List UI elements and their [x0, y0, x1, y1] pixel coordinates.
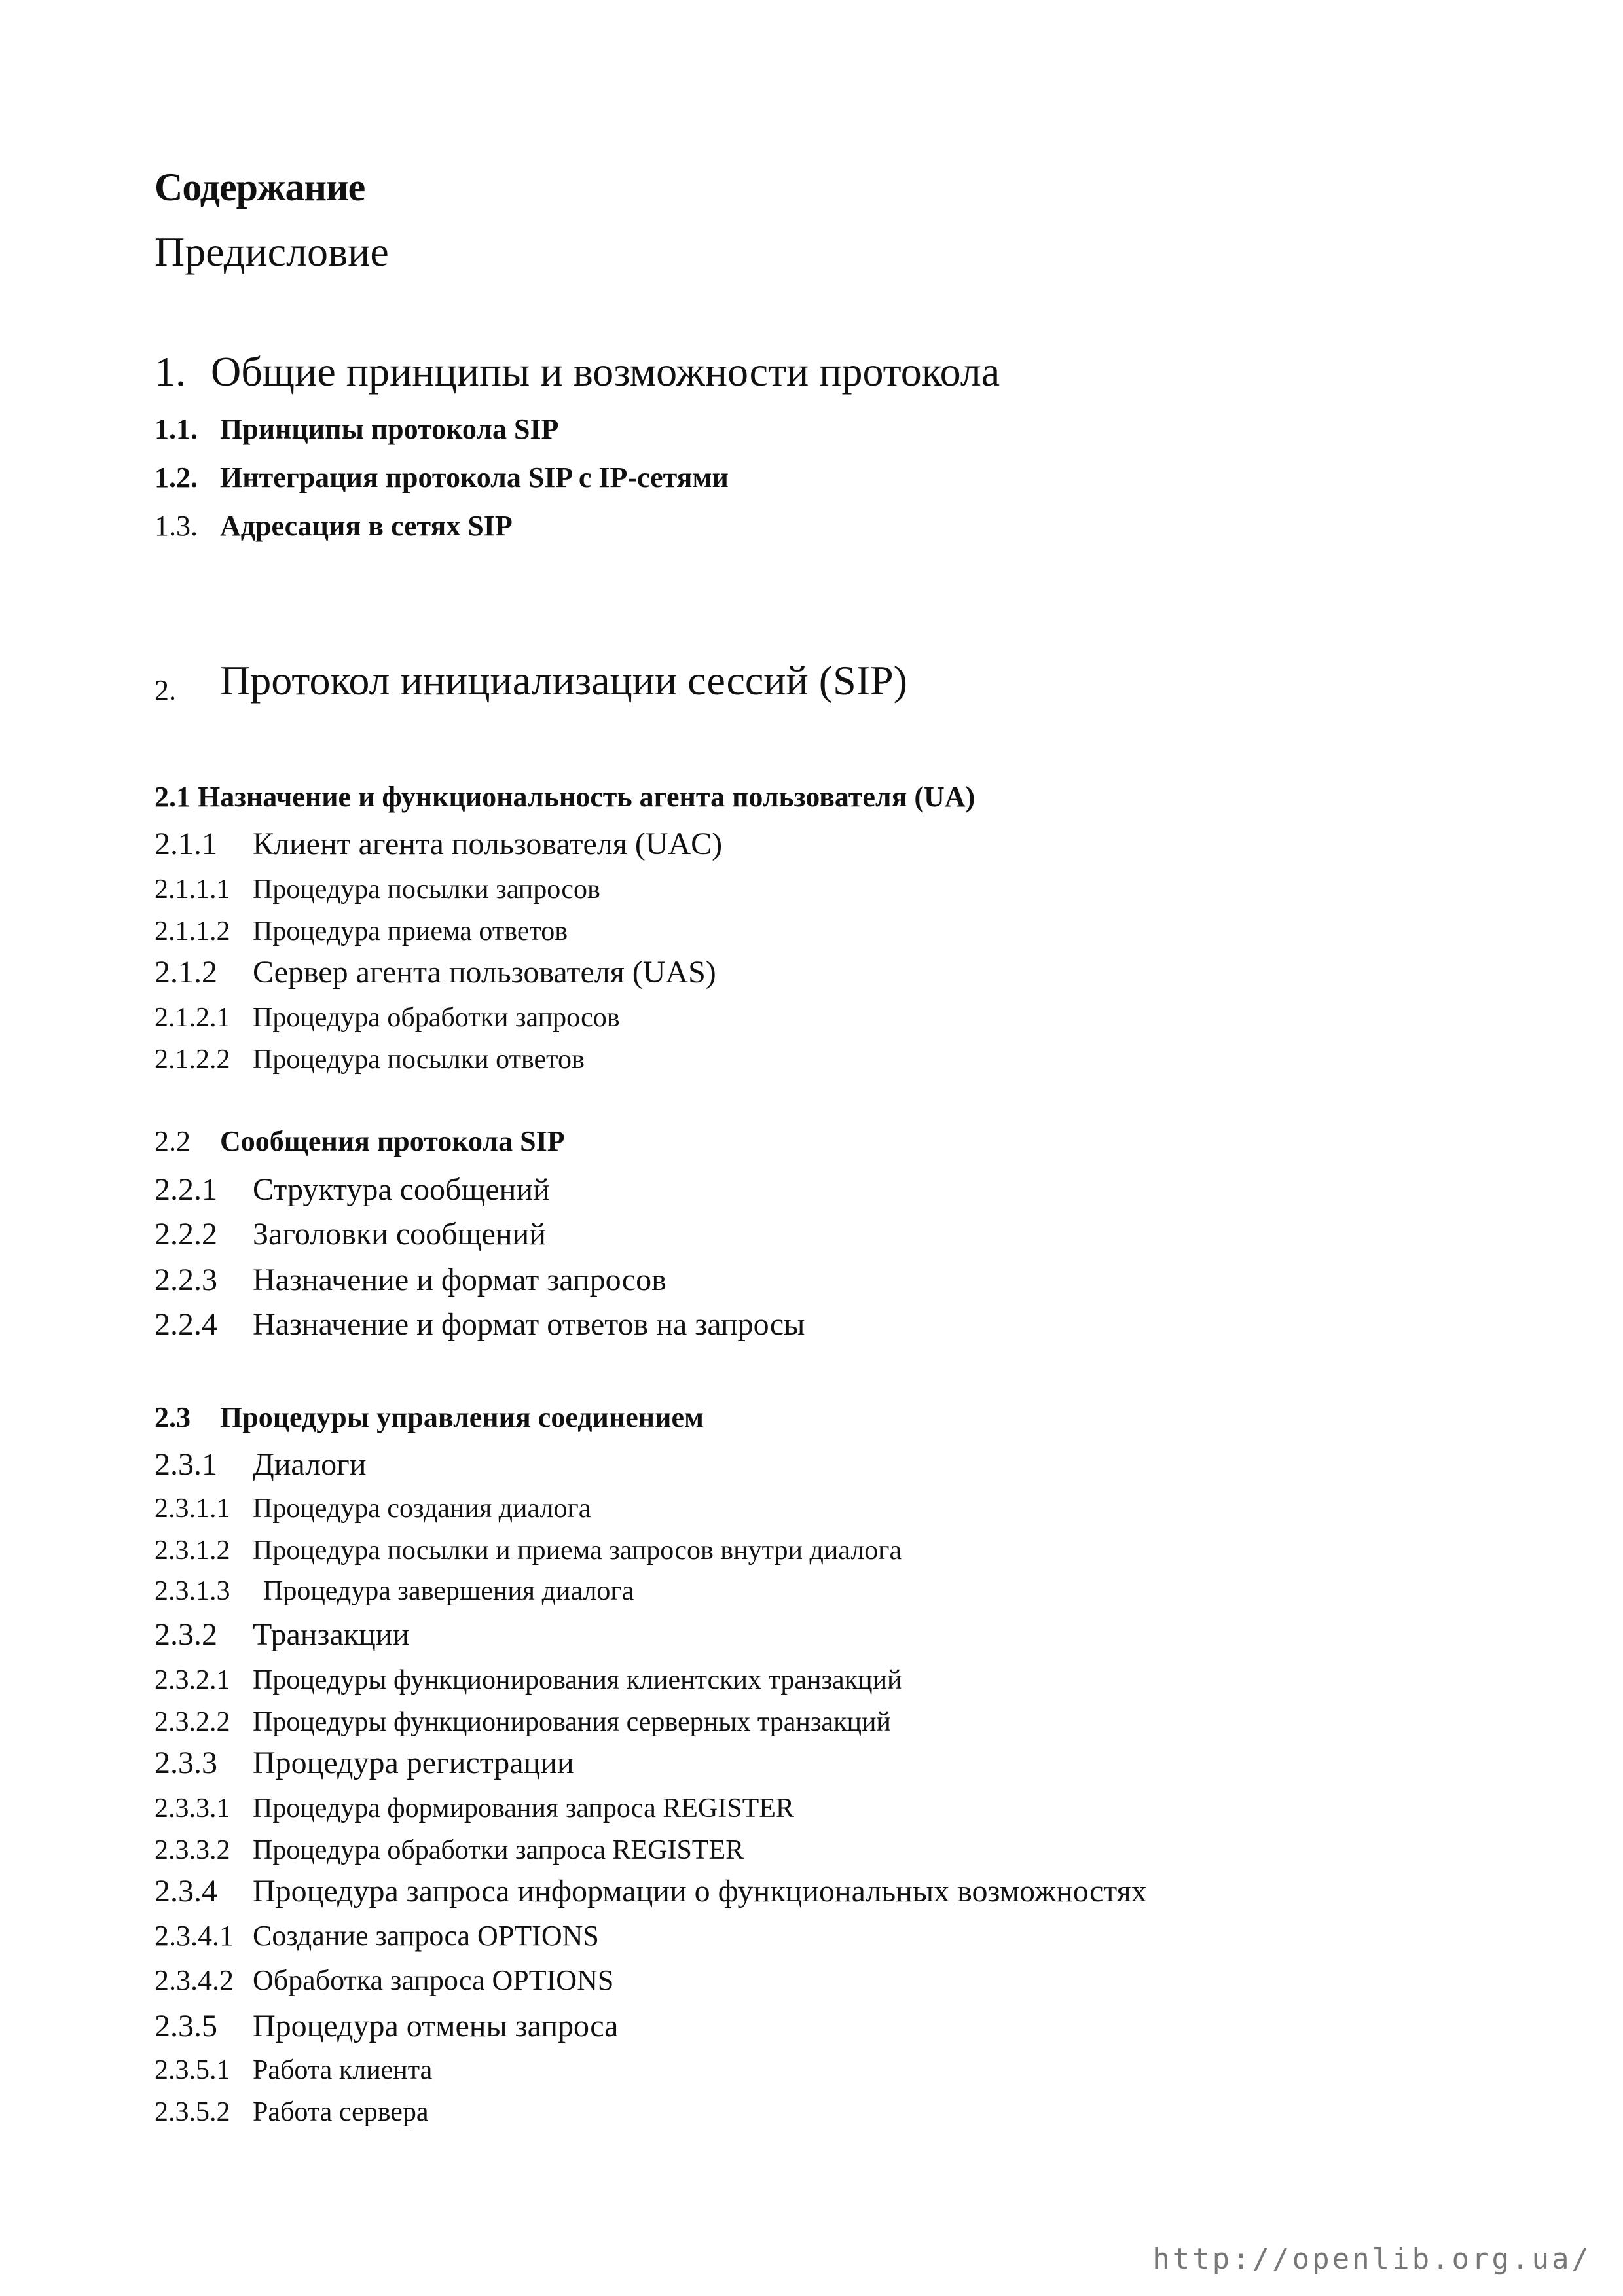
- toc-number: 1.3.: [155, 510, 198, 542]
- toc-title-text: Протокол инициализации сессий (SIP): [220, 657, 907, 704]
- toc-item-1-1: [155, 415, 558, 444]
- toc-item-1-3: [155, 512, 513, 541]
- toc-item-2-2-1: [155, 1174, 550, 1206]
- toc-number: 2.1.2.2: [155, 1045, 230, 1075]
- toc-number: 2.1.2: [155, 955, 217, 990]
- toc-number: 1.: [155, 348, 186, 395]
- toc-item-2-2-2: [155, 1219, 546, 1250]
- toc-title-text: Процедура создания диалога: [253, 1494, 591, 1524]
- toc-number: 2.1.1: [155, 827, 217, 861]
- toc-title-text: Работа клиента: [253, 2055, 433, 2085]
- toc-number: 2.2.1: [155, 1172, 217, 1207]
- toc-title-text: Создание запроса OPTIONS: [253, 1920, 599, 1952]
- toc-item-2-3-4: [155, 1876, 1147, 1907]
- toc-number: 2.3.4.2: [155, 1964, 234, 1996]
- toc-preface: Предисловие: [155, 228, 389, 275]
- toc-section-2-1: [155, 783, 975, 812]
- toc-item-2-1-1-1: [155, 876, 600, 903]
- toc-number: 2.3.4: [155, 1874, 217, 1909]
- toc-number: 2.3.3: [155, 1746, 217, 1780]
- toc-number: 2.3.3.1: [155, 1793, 230, 1823]
- toc-title-text: Процедура регистрации: [253, 1746, 574, 1780]
- toc-item-2-1-1-2: [155, 918, 568, 945]
- toc-number: 2.3.3.2: [155, 1835, 230, 1865]
- toc-title-text: Заголовки сообщений: [253, 1217, 546, 1251]
- toc-number: 2.3.5.2: [155, 2097, 230, 2127]
- toc-item-2-2-4: [155, 1309, 805, 1340]
- toc-number: 2.3.5: [155, 2009, 217, 2043]
- toc-item-1-2: [155, 463, 729, 492]
- toc-number: 2.3.2: [155, 1617, 217, 1652]
- toc-item-2-1-2-2: [155, 1046, 585, 1073]
- toc-title-text: Процедура запроса информации о функциональных возможностях: [253, 1874, 1147, 1909]
- toc-item-2-3-3: [155, 1748, 574, 1779]
- toc-number: 2.3: [155, 1401, 191, 1433]
- toc-title-text: Общие принципы и возможности протокола: [211, 348, 1000, 395]
- toc-item-2-1-2: [155, 957, 716, 988]
- toc-number: 1.1.: [155, 413, 198, 445]
- toc-item-2-3-4-1: [155, 1922, 599, 1950]
- toc-number: 1.2.: [155, 461, 198, 493]
- toc-section-2-3: [155, 1403, 704, 1432]
- toc-heading: Содержание: [155, 166, 365, 209]
- toc-title-text: Процедура посылки ответов: [253, 1045, 585, 1075]
- toc-title-text: Процедура посылки запросов: [253, 874, 600, 905]
- toc-title-text: Процедуры функционирования серверных транзакций: [253, 1707, 891, 1737]
- toc-item-2-1-2-1: [155, 1004, 620, 1031]
- toc-title-text: Обработка запроса OPTIONS: [253, 1964, 614, 1996]
- toc-item-2-1-1: [155, 829, 722, 860]
- toc-title-text: Процедура отмены запроса: [253, 2009, 619, 2043]
- toc-title-text: Клиент агента пользователя (UAC): [253, 827, 723, 861]
- toc-number: 2.2: [155, 1125, 191, 1157]
- toc-title-text: Принципы протокола SIP: [220, 413, 559, 445]
- toc-item-2-3-2-2: [155, 1708, 891, 1736]
- toc-title-text: Процедура посылки и приема запросов внутри диалога: [253, 1535, 902, 1566]
- toc-title-text: Процедура формирования запроса REGISTER: [253, 1793, 794, 1823]
- toc-title-text: Адресация в сетях SIP: [220, 510, 513, 542]
- toc-title-text: Процедура обработки запроса REGISTER: [253, 1835, 744, 1865]
- toc-item-2-3-3-1: [155, 1795, 794, 1822]
- toc-number: 2.: [155, 674, 176, 706]
- toc-number: 2.3.4.1: [155, 1920, 234, 1952]
- toc-chapter-2: [155, 657, 907, 706]
- toc-number: 2.3.2.1: [155, 1665, 230, 1695]
- toc-title-text: Назначение и формат запросов: [253, 1263, 666, 1297]
- toc-section-2-2: [155, 1127, 565, 1156]
- toc-number: 2.3.2.2: [155, 1707, 230, 1737]
- toc-item-2-3-2-1: [155, 1666, 902, 1694]
- toc-number: 2.3.1: [155, 1447, 217, 1482]
- toc-title-text: Процедуры функционирования клиентских транзакций: [253, 1665, 902, 1695]
- toc-item-2-3-4-2: [155, 1966, 613, 1995]
- toc-number: 2.2.3: [155, 1263, 217, 1297]
- toc-number: 2.3.1.3: [155, 1576, 230, 1606]
- toc-title-text: Назначение и формат ответов на запросы: [253, 1307, 805, 1342]
- toc-number: 2.1.1.1: [155, 874, 230, 905]
- toc-number: 2.3.1.2: [155, 1535, 230, 1566]
- toc-number: 2.2.4: [155, 1307, 217, 1342]
- toc-title-text: Структура сообщений: [253, 1172, 550, 1207]
- toc-item-2-3-5: [155, 2011, 618, 2042]
- toc-item-2-3-1-1: [155, 1495, 591, 1522]
- toc-title-text: Процедура обработки запросов: [253, 1003, 620, 1033]
- toc-item-2-3-3-2: [155, 1837, 744, 1864]
- toc-title-text: Процедура приема ответов: [253, 916, 568, 946]
- footer-url: http://openlib.org.ua/: [1152, 2242, 1592, 2276]
- toc-number: 2.1.2.1: [155, 1003, 230, 1033]
- toc-title-text: Диалоги: [253, 1447, 367, 1482]
- toc-item-2-3-1-2: [155, 1537, 902, 1564]
- toc-title-text: Сервер агента пользователя (UAS): [253, 955, 716, 990]
- toc-number: 2.3.5.1: [155, 2055, 230, 2085]
- toc-title-text: Транзакции: [253, 1617, 410, 1652]
- toc-item-2-3-1-3: [155, 1577, 634, 1605]
- toc-title-text: Сообщения протокола SIP: [220, 1125, 565, 1157]
- toc-title-text: Процедура завершения диалога: [263, 1576, 634, 1606]
- toc-title-text: 2.1 Назначение и функциональность агента пользователя (UA): [155, 781, 976, 813]
- toc-item-2-3-2: [155, 1619, 409, 1651]
- toc-item-2-3-5-2: [155, 2098, 429, 2126]
- toc-title-text: Интеграция протокола SIP с IP-сетями: [220, 461, 729, 493]
- toc-item-2-2-3: [155, 1265, 666, 1296]
- toc-title-text: Процедуры управления соединением: [220, 1401, 704, 1433]
- toc-chapter-1: [155, 348, 1000, 395]
- toc-number: 2.1.1.2: [155, 916, 230, 946]
- toc-number: 2.2.2: [155, 1217, 217, 1251]
- toc-title-text: Работа сервера: [253, 2097, 429, 2127]
- toc-item-2-3-5-1: [155, 2056, 432, 2084]
- toc-number: 2.3.1.1: [155, 1494, 230, 1524]
- toc-item-2-3-1: [155, 1449, 366, 1480]
